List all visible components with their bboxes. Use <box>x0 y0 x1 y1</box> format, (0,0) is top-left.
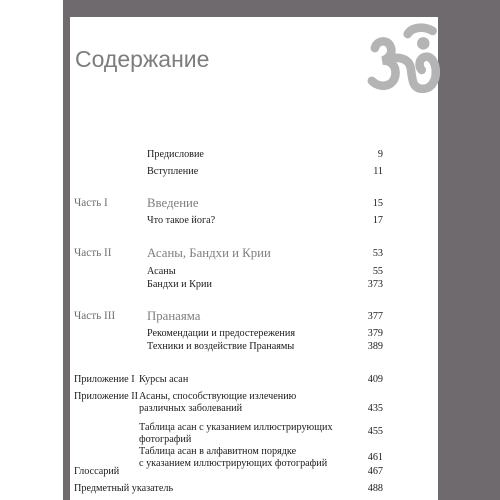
toc-entry-page: 55 <box>372 266 383 277</box>
toc-entry-page: 409 <box>367 374 383 385</box>
toc-entry-page: 461 <box>367 452 383 463</box>
toc-entry-title[interactable]: Рекомендации и предостережения <box>147 328 296 339</box>
left-border <box>63 0 70 500</box>
toc-entry-page: 467 <box>367 466 383 477</box>
top-border <box>63 0 500 17</box>
toc-entry-page: 488 <box>367 483 383 494</box>
section-title[interactable]: Пранаяма <box>147 309 201 323</box>
toc-entry-title-cont: с указанием иллюстрирующих фотографий <box>139 458 328 469</box>
section-title[interactable]: Асаны, Бандхи и Крии <box>147 246 271 260</box>
toc-entry-title[interactable]: Предметный указатель <box>74 483 174 494</box>
toc-entry-page: 377 <box>367 311 383 322</box>
page-title: Содержание <box>75 46 210 72</box>
toc-entry-page: 455 <box>367 426 383 437</box>
toc-entry-title[interactable]: Курсы асан <box>139 374 189 385</box>
toc-entry-title[interactable]: Глоссарий <box>74 466 120 477</box>
toc-entry-page: 53 <box>372 248 383 259</box>
part-label: Часть I <box>74 197 108 209</box>
om-icon <box>364 19 442 99</box>
toc-entry-page: 435 <box>367 403 383 414</box>
toc-entry-title[interactable]: Вступление <box>147 166 199 177</box>
section-title[interactable]: Введение <box>147 196 199 210</box>
toc-entry-page: 17 <box>372 215 383 226</box>
appendix-label: Приложение II <box>74 391 139 402</box>
toc-entry-title[interactable]: Что такое йога? <box>147 215 216 226</box>
toc-entry-page: 11 <box>373 166 383 177</box>
right-border <box>438 0 500 500</box>
toc-entry-title[interactable]: Таблица асан с указанием иллюстрирующих <box>139 422 333 433</box>
toc-entry-title-cont: фотографий <box>139 434 192 445</box>
toc-entry-page: 379 <box>367 328 383 339</box>
part-label: Часть III <box>74 310 116 322</box>
appendix-label: Приложение I <box>74 374 135 385</box>
toc-entry-title[interactable]: Предисловие <box>147 149 204 160</box>
toc-entry-title[interactable]: Бандхи и Крии <box>147 279 212 290</box>
toc-entry-title[interactable]: Асаны, способствующие излечению <box>139 391 297 402</box>
toc-entry-page: 389 <box>367 341 383 352</box>
toc-entry-title[interactable]: Техники и воздействие Пранаямы <box>147 341 295 352</box>
toc-entry-page: 15 <box>372 198 383 209</box>
part-label: Часть II <box>74 247 112 259</box>
toc-entry-title[interactable]: Асаны <box>147 266 176 277</box>
toc-entry-title-cont: различных заболеваний <box>139 403 243 414</box>
toc-entry-title[interactable]: Таблица асан в алфавитном порядке <box>139 446 297 457</box>
toc-entry-page: 9 <box>377 149 383 160</box>
toc-entry-page: 373 <box>367 279 383 290</box>
